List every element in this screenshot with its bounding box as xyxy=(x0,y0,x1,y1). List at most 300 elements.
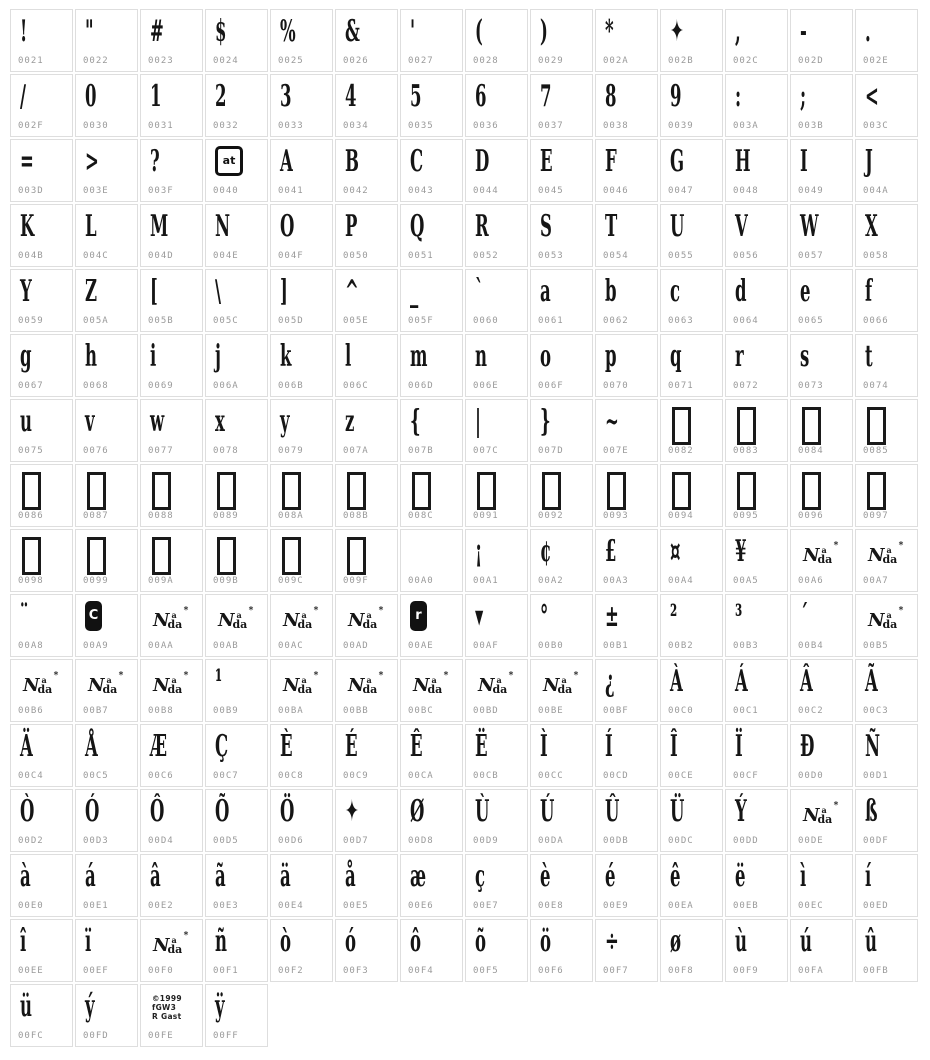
glyph xyxy=(20,597,35,639)
charmap-cell-0052 xyxy=(465,204,528,267)
code-label: 008C xyxy=(408,511,434,521)
code-label: 00E1 xyxy=(83,901,109,911)
glyph xyxy=(475,857,493,899)
code-label: 00B0 xyxy=(538,641,564,651)
glyph xyxy=(85,77,106,119)
charmap-cell-00CA xyxy=(400,724,463,787)
glyph xyxy=(540,12,554,54)
notdef-box-glyph xyxy=(22,472,41,510)
glyph-char: ë xyxy=(735,859,746,894)
glyph-char: ç xyxy=(475,859,486,894)
code-label: 0051 xyxy=(408,251,434,261)
glyph-char: - xyxy=(800,14,807,49)
charmap-cell-00A2 xyxy=(530,529,593,592)
glyph xyxy=(150,792,176,834)
glyph-char: G xyxy=(670,144,685,179)
code-label: 0041 xyxy=(278,186,304,196)
charmap-cell-00FC xyxy=(10,984,73,1047)
glyph-char: À xyxy=(670,664,683,699)
code-label: 00FF xyxy=(213,1031,239,1041)
glyph xyxy=(605,77,626,119)
charmap-cell-0087 xyxy=(75,464,138,527)
glyph xyxy=(670,402,691,444)
glyph xyxy=(410,792,436,834)
glyph-char: D xyxy=(475,144,490,179)
nda-base: da xyxy=(557,683,573,696)
glyph xyxy=(85,662,124,704)
glyph-char: Â xyxy=(800,664,813,699)
glyph-char: à xyxy=(20,859,31,894)
glyph-char: ¡ xyxy=(475,534,483,569)
code-label: 00B1 xyxy=(603,641,629,651)
glyph-char: o xyxy=(540,339,552,374)
glyph-char: < xyxy=(865,79,879,114)
charmap-cell-00CE xyxy=(660,724,723,787)
code-label: 00E5 xyxy=(343,901,369,911)
charmap-cell-0034 xyxy=(335,74,398,137)
glyph-char: Ö xyxy=(280,794,295,829)
code-label: 0040 xyxy=(213,186,239,196)
glyph xyxy=(475,272,490,314)
glyph-char: Ð xyxy=(800,729,815,764)
charmap-cell-007B xyxy=(400,399,463,462)
charmap-cell-00E6 xyxy=(400,854,463,917)
code-label: 00D0 xyxy=(798,771,824,781)
glyph xyxy=(605,727,619,769)
glyph xyxy=(800,857,811,899)
charmap-cell-005B xyxy=(140,269,203,332)
notdef-box-glyph xyxy=(477,472,496,510)
charmap-cell-00AD xyxy=(335,594,398,657)
notdef-nda-glyph xyxy=(218,606,254,631)
notdef-nda-glyph xyxy=(153,671,189,696)
glyph xyxy=(540,337,560,379)
code-label: 00FA xyxy=(798,966,824,976)
code-label: 00F4 xyxy=(408,966,434,976)
glyph-char: O xyxy=(280,209,295,244)
notdef-nda-glyph xyxy=(88,671,124,696)
glyph xyxy=(670,922,690,964)
glyph xyxy=(410,207,436,249)
glyph-char: q xyxy=(670,339,682,374)
notdef-nda-glyph xyxy=(413,671,449,696)
code-label: 00DC xyxy=(668,836,694,846)
code-label: 00A1 xyxy=(473,576,499,586)
charmap-cell-004A xyxy=(855,139,918,202)
charmap-cell-00FA xyxy=(790,919,853,982)
code-label: 005F xyxy=(408,316,434,326)
glyph xyxy=(20,922,31,964)
glyph-char: â xyxy=(150,859,161,894)
notdef-nda-glyph xyxy=(803,801,839,826)
code-label: 0050 xyxy=(343,251,369,261)
glyph-char: W xyxy=(800,209,819,244)
charmap-cell-003D xyxy=(10,139,73,202)
code-label: 0077 xyxy=(148,446,174,456)
charmap-cell-00BD xyxy=(465,659,528,722)
glyph-char: á xyxy=(85,859,96,894)
nda-base: da xyxy=(232,618,248,631)
glyph xyxy=(475,922,495,964)
glyph xyxy=(215,922,237,964)
nda-base: da xyxy=(167,683,183,696)
glyph xyxy=(670,12,695,54)
charmap-cell-00D5 xyxy=(205,789,268,852)
glyph xyxy=(670,207,696,249)
nda-sup: a xyxy=(821,805,827,815)
nda-n: N xyxy=(153,675,170,696)
nda-n: N xyxy=(803,545,820,566)
code-label: 009F xyxy=(343,576,369,586)
code-label: 00A9 xyxy=(83,641,109,651)
glyph-char: Ã xyxy=(865,664,878,699)
charmap-cell-00F9 xyxy=(725,919,788,982)
glyph xyxy=(410,402,429,444)
charmap-cell-004D xyxy=(140,204,203,267)
code-label: 00A0 xyxy=(408,576,434,586)
glyph xyxy=(670,142,696,184)
charmap-cell-00A9 xyxy=(75,594,138,657)
glyph-char: Ú xyxy=(540,794,555,829)
glyph xyxy=(800,662,823,704)
code-label: 0055 xyxy=(668,251,694,261)
charmap-cell-00CB xyxy=(465,724,528,787)
charmap-cell-00D8 xyxy=(400,789,463,852)
nda-star-icon: * xyxy=(118,671,124,681)
charmap-cell-0042 xyxy=(335,139,398,202)
nda-n: N xyxy=(543,675,560,696)
glyph xyxy=(410,12,419,54)
charmap-cell-00D7 xyxy=(335,789,398,852)
notdef-box-glyph xyxy=(542,472,561,510)
glyph xyxy=(670,662,693,704)
code-label: 0043 xyxy=(408,186,434,196)
code-label: 00E0 xyxy=(18,901,44,911)
charmap-cell-0095 xyxy=(725,464,788,527)
glyph-char: f xyxy=(865,274,873,309)
glyph-char: l xyxy=(345,339,352,374)
notdef-nda-glyph xyxy=(868,606,904,631)
glyph-char: Ê xyxy=(410,729,423,764)
glyph-char: 2 xyxy=(215,79,227,114)
glyph-char: ^ xyxy=(345,274,359,309)
glyph-char: ✦ xyxy=(345,794,359,829)
charmap-cell-00AC xyxy=(270,594,333,657)
glyph xyxy=(475,12,489,54)
charmap-cell-0088 xyxy=(140,464,203,527)
charmap-cell-0096 xyxy=(790,464,853,527)
glyph xyxy=(800,142,814,184)
charmap-cell-00A8 xyxy=(10,594,73,657)
code-label: 00C3 xyxy=(863,706,889,716)
charmap-cell-0059 xyxy=(10,269,73,332)
glyph xyxy=(540,597,555,639)
charmap-cell-00FB xyxy=(855,919,918,982)
charmap-cell-009C xyxy=(270,529,333,592)
charmap-cell-005A xyxy=(75,269,138,332)
glyph-char: Ò xyxy=(20,794,35,829)
code-label: 0085 xyxy=(863,446,889,456)
glyph xyxy=(20,727,43,769)
glyph xyxy=(540,662,579,704)
glyph-char: 4 xyxy=(345,79,357,114)
code-label: 00EE xyxy=(18,966,44,976)
code-label: 00E3 xyxy=(213,901,239,911)
charmap-cell-003E xyxy=(75,139,138,202)
glyph-char: ï xyxy=(85,924,92,959)
charmap-cell-00A4 xyxy=(660,529,723,592)
glyph xyxy=(670,77,691,119)
glyph xyxy=(215,532,236,574)
charmap-cell-0029 xyxy=(530,9,593,72)
glyph-char: É xyxy=(345,729,358,764)
charmap-cell-002A xyxy=(595,9,658,72)
glyph xyxy=(475,532,488,574)
glyph xyxy=(345,597,384,639)
charmap-cell-00F0 xyxy=(140,919,203,982)
glyph xyxy=(85,402,102,444)
charmap-cell-00F2 xyxy=(270,919,333,982)
code-label: 008B xyxy=(343,511,369,521)
charmap-cell-00B3 xyxy=(725,594,788,657)
charmap-cell-00F1 xyxy=(205,919,268,982)
glyph xyxy=(670,272,688,314)
code-label: 0093 xyxy=(603,511,629,521)
glyph xyxy=(410,662,449,704)
code-label: 0070 xyxy=(603,381,629,391)
glyph xyxy=(540,77,561,119)
glyph xyxy=(345,142,370,184)
glyph-char: } xyxy=(540,404,551,439)
charmap-cell-0073 xyxy=(790,334,853,397)
notdef-nda-glyph xyxy=(348,606,384,631)
nda-star-icon: * xyxy=(833,801,839,811)
nda-star-icon: * xyxy=(378,606,384,616)
charmap-cell-00C8 xyxy=(270,724,333,787)
notdef-box-glyph xyxy=(347,472,366,510)
charmap-cell-007D xyxy=(530,399,593,462)
code-label: 0073 xyxy=(798,381,824,391)
glyph xyxy=(150,337,161,379)
code-label: 00DD xyxy=(733,836,759,846)
charmap-cell-0031 xyxy=(140,74,203,137)
notdef-nda-glyph xyxy=(283,606,319,631)
code-label: 00AF xyxy=(473,641,499,651)
glyph xyxy=(410,337,442,379)
nda-star-icon: * xyxy=(898,541,904,551)
code-label: 00AE xyxy=(408,641,434,651)
code-label: 002B xyxy=(668,56,694,66)
glyph-char: ? xyxy=(150,144,160,179)
charmap-cell-00F5 xyxy=(465,919,528,982)
code-label: 0062 xyxy=(603,316,629,326)
glyph-char: $ xyxy=(215,14,227,49)
charmap-cell-007E xyxy=(595,399,658,462)
charmap-cell-0074 xyxy=(855,334,918,397)
glyph xyxy=(20,337,41,379)
nda-base: da xyxy=(427,683,443,696)
glyph xyxy=(865,402,886,444)
notdef-box-glyph xyxy=(737,407,756,445)
charmap-cell-00DA xyxy=(530,789,593,852)
code-label: 0057 xyxy=(798,251,824,261)
glyph-char: ¤ xyxy=(670,534,681,569)
charmap-cell-00A5 xyxy=(725,529,788,592)
code-label: 00A8 xyxy=(18,641,44,651)
glyph-char: p xyxy=(605,339,617,374)
glyph-char: ; xyxy=(800,79,807,114)
code-label: 0059 xyxy=(18,316,44,326)
glyph xyxy=(670,857,689,899)
nda-star-icon: * xyxy=(833,541,839,551)
charmap-cell-006D xyxy=(400,334,463,397)
notdef-box-glyph xyxy=(607,472,626,510)
notdef-box-glyph xyxy=(217,537,236,575)
glyph-char: ÿ xyxy=(215,989,225,1024)
notdef-box-glyph xyxy=(22,537,41,575)
code-label: 00A3 xyxy=(603,576,629,586)
glyph xyxy=(735,532,756,574)
glyph-char: g xyxy=(20,339,32,374)
glyph-char: K xyxy=(20,209,35,244)
nda-n: N xyxy=(153,610,170,631)
charmap-cell-006A xyxy=(205,334,268,397)
charmap-cell-00D0 xyxy=(790,724,853,787)
glyph xyxy=(670,337,691,379)
code-label: 0034 xyxy=(343,121,369,131)
code-label: 0054 xyxy=(603,251,629,261)
glyph xyxy=(410,272,425,314)
code-label: 004D xyxy=(148,251,174,261)
glyph xyxy=(85,207,106,249)
code-label: 004C xyxy=(83,251,109,261)
copyright-logo-line: fGW3 xyxy=(152,1003,177,1012)
charmap-cell-0070 xyxy=(595,334,658,397)
charmap-cell-00AB xyxy=(205,594,268,657)
glyph xyxy=(85,532,106,574)
code-label: 004B xyxy=(18,251,44,261)
glyph-char: # xyxy=(150,14,164,49)
code-label: 00C1 xyxy=(733,706,759,716)
code-label: 007B xyxy=(408,446,434,456)
glyph xyxy=(20,77,31,119)
glyph-char: c xyxy=(670,274,681,309)
glyph-char: ¥ xyxy=(735,534,747,569)
glyph xyxy=(150,597,189,639)
glyph xyxy=(280,792,306,834)
charmap-cell-0055 xyxy=(660,204,723,267)
charmap-cell-0044 xyxy=(465,139,528,202)
glyph xyxy=(735,337,751,379)
charmap-cell-00B6 xyxy=(10,659,73,722)
charmap-cell-00EB xyxy=(725,854,788,917)
code-label: 002D xyxy=(798,56,824,66)
nda-n: N xyxy=(803,805,820,826)
charmap-cell-00E3 xyxy=(205,854,268,917)
charmap-cell-00FD xyxy=(75,984,138,1047)
glyph xyxy=(150,402,176,444)
nda-sup: a xyxy=(41,675,47,685)
charmap-cell-00BC xyxy=(400,659,463,722)
glyph-char: 9 xyxy=(670,79,682,114)
nda-star-icon: * xyxy=(53,671,59,681)
glyph xyxy=(85,337,107,379)
charmap-cell-004B xyxy=(10,204,73,267)
character-map-grid xyxy=(10,9,918,1047)
nda-n: N xyxy=(413,675,430,696)
nda-base: da xyxy=(167,943,183,956)
glyph-char: õ xyxy=(475,924,487,959)
glyph-char: v xyxy=(85,404,95,439)
code-label: 003E xyxy=(83,186,109,196)
glyph-char: Ù xyxy=(475,794,490,829)
glyph xyxy=(735,922,757,964)
glyph xyxy=(540,467,561,509)
glyph-char: M xyxy=(150,209,169,244)
code-label: 0084 xyxy=(798,446,824,456)
charmap-cell-00B5 xyxy=(855,594,918,657)
code-label: 00B4 xyxy=(798,641,824,651)
nda-base: da xyxy=(297,618,313,631)
code-label: 009C xyxy=(278,576,304,586)
glyph xyxy=(150,467,171,509)
notdef-box-glyph xyxy=(347,537,366,575)
code-label: 0098 xyxy=(18,576,44,586)
code-label: 00C6 xyxy=(148,771,174,781)
code-label: 003B xyxy=(798,121,824,131)
glyph-char: ¿ xyxy=(605,664,615,699)
notdef-box-glyph xyxy=(412,472,431,510)
nda-base: da xyxy=(362,683,378,696)
charmap-cell-0058 xyxy=(855,204,918,267)
charmap-cell-00FF xyxy=(205,984,268,1047)
code-label: 009B xyxy=(213,576,239,586)
charmap-cell-0047 xyxy=(660,139,723,202)
code-label: 0028 xyxy=(473,56,499,66)
charmap-cell-0056 xyxy=(725,204,788,267)
glyph xyxy=(345,727,368,769)
charmap-cell-00EF xyxy=(75,919,138,982)
charmap-cell-0078 xyxy=(205,399,268,462)
glyph xyxy=(345,467,366,509)
charmap-cell-00C1 xyxy=(725,659,788,722)
code-label: 00D4 xyxy=(148,836,174,846)
notdef-box-glyph xyxy=(152,537,171,575)
code-label: 00F5 xyxy=(473,966,499,976)
glyph xyxy=(280,857,299,899)
glyph-char: b xyxy=(605,274,617,309)
charmap-cell-00D9 xyxy=(465,789,528,852)
charmap-cell-0041 xyxy=(270,139,333,202)
glyph xyxy=(150,532,171,574)
glyph-char: | xyxy=(475,404,482,439)
code-label: 00C8 xyxy=(278,771,304,781)
notdef-nda-glyph xyxy=(153,606,189,631)
charmap-cell-00B7 xyxy=(75,659,138,722)
code-label: 0064 xyxy=(733,316,759,326)
glyph-char: æ xyxy=(410,859,427,894)
glyph-char: Q xyxy=(410,209,425,244)
glyph xyxy=(85,792,111,834)
glyph xyxy=(475,77,496,119)
charmap-cell-00B9 xyxy=(205,659,268,722)
glyph xyxy=(800,337,817,379)
glyph-char: I xyxy=(800,144,808,179)
code-label: 00E7 xyxy=(473,901,499,911)
glyph xyxy=(670,792,696,834)
code-label: 00B6 xyxy=(18,706,44,716)
charmap-cell-00E1 xyxy=(75,854,138,917)
